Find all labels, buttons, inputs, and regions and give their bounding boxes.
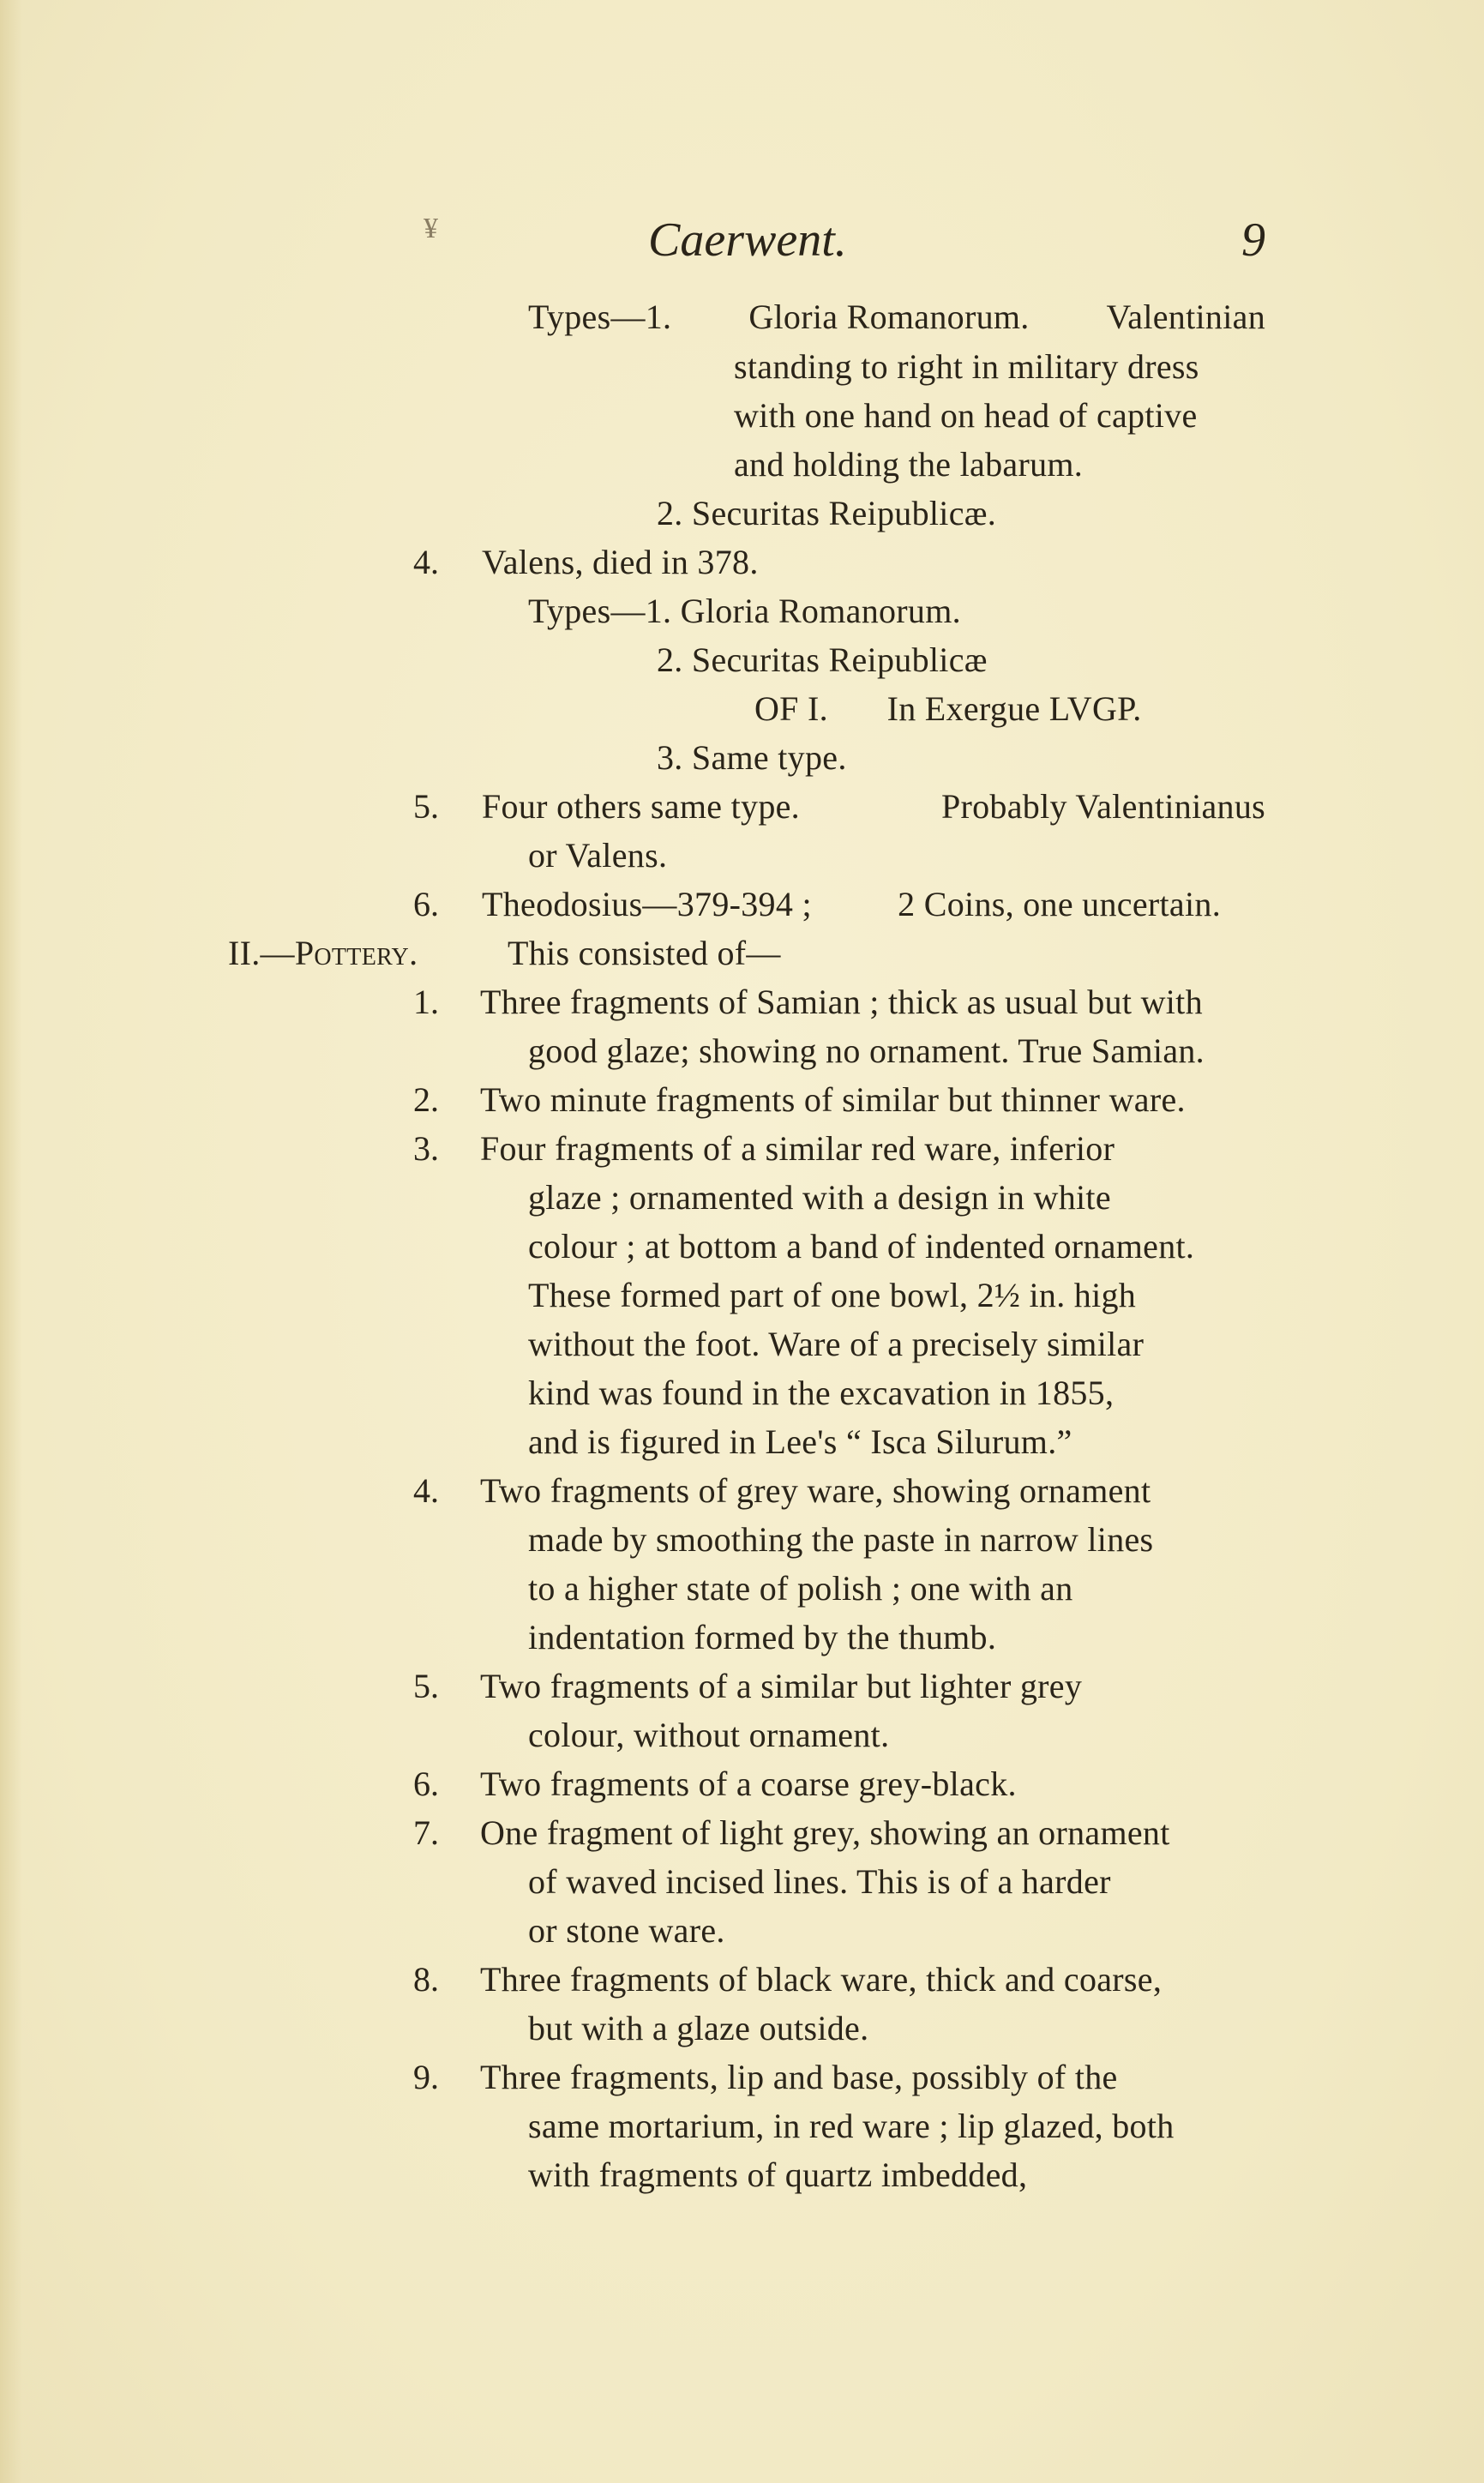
item-number: 7. (413, 1813, 439, 1852)
text-span: Valentinian (1106, 298, 1265, 336)
section-heading: II.—Pottery. (228, 934, 418, 972)
text-span: Types—1. (528, 298, 672, 336)
item-number: 3. (413, 1129, 439, 1168)
text-line (482, 884, 1221, 925)
text-line: or stone ware. (528, 1911, 725, 1950)
printer-mark: ¥ (424, 213, 438, 244)
text-line: Two fragments of a coarse grey-black. (480, 1765, 1017, 1803)
text-line: kind was found in the excavation in 1855, (528, 1374, 1115, 1412)
text-line: Four fragments of a similar red ware, inferior (480, 1129, 1115, 1168)
text-line: 2. Securitas Reipublicæ (657, 640, 988, 679)
text-line: with fragments of quartz imbedded, (528, 2155, 1028, 2194)
text-line: indentation formed by the thumb. (528, 1618, 997, 1656)
text-line: and holding the labarum. (734, 445, 1084, 484)
text-line: made by smoothing the paste in narrow lines (528, 1520, 1154, 1559)
text-line (528, 297, 1265, 338)
text-line: Two minute fragments of similar but thinner ware. (480, 1080, 1186, 1119)
text-line: glaze ; ornamented with a design in white (528, 1178, 1111, 1217)
item-number: 9. (413, 2058, 439, 2096)
item-number: 8. (413, 1960, 439, 1999)
text-span: Probably Valentinianus (940, 787, 1265, 826)
text-line: Three fragments of Samian ; thick as usual but with (480, 983, 1203, 1021)
text-line: Two fragments of a similar but lighter grey (480, 1667, 1083, 1705)
text-span: OF I. (754, 689, 828, 728)
text-line: Two fragments of grey ware, showing ornament (480, 1471, 1151, 1510)
item-number: 2. (413, 1080, 439, 1119)
text-line: 2. Securitas Reipublicæ. (657, 494, 997, 532)
text-line: This consisted of— (508, 934, 781, 972)
text-line: of waved incised lines. This is of a harder (528, 1862, 1111, 1901)
text-line: to a higher state of polish ; one with an (528, 1569, 1073, 1608)
item-number: 6. (413, 1765, 439, 1803)
item-number: 5. (413, 787, 439, 826)
text-line: and is figured in Lee's “ Isca Silurum.” (528, 1422, 1072, 1461)
text-line: These formed part of one bowl, 2½ in. high (528, 1276, 1137, 1314)
text-line: Valens, died in 378. (482, 543, 759, 581)
text-line (754, 688, 1142, 730)
text-line: with one hand on head of captive (734, 396, 1198, 435)
text-span: Gloria Romanorum. (748, 298, 1030, 336)
text-line: same mortarium, in red ware ; lip glazed, both (528, 2107, 1175, 2145)
text-line: 3. Same type. (657, 738, 847, 777)
running-title: Caerwent. (648, 213, 847, 267)
item-number: 4. (413, 1471, 439, 1510)
text-line: Types—1. Gloria Romanorum. (528, 592, 961, 630)
text-line: colour, without ornament. (528, 1716, 890, 1754)
text-line: Three fragments of black ware, thick and coarse, (480, 1960, 1163, 1999)
text-span: Theodosius—379-394 ; (482, 885, 812, 923)
text-span: Four others same type. (482, 787, 800, 826)
text-line: good glaze; showing no ornament. True Samian. (528, 1031, 1205, 1070)
item-number: 1. (413, 983, 439, 1021)
item-number: 5. (413, 1667, 439, 1705)
text-line: Three fragments, lip and base, possibly of the (480, 2058, 1118, 2096)
text-line: colour ; at bottom a band of indented ornament. (528, 1227, 1195, 1266)
text-line: standing to right in military dress (734, 347, 1199, 386)
item-number: 4. (413, 543, 439, 581)
text-span: 2 Coins, one uncertain. (898, 885, 1221, 923)
page-number: 9 (1241, 213, 1265, 267)
text-line: or Valens. (528, 836, 668, 875)
text-line: but with a glaze outside. (528, 2009, 869, 2047)
text-span: In Exergue LVGP. (886, 689, 1142, 728)
text-line: without the foot. Ware of a precisely similar (528, 1325, 1145, 1363)
text-line (482, 786, 1265, 827)
page-edge-shadow (0, 0, 22, 2483)
item-number: 6. (413, 885, 439, 923)
text-line: One fragment of light grey, showing an ornament (480, 1813, 1170, 1852)
